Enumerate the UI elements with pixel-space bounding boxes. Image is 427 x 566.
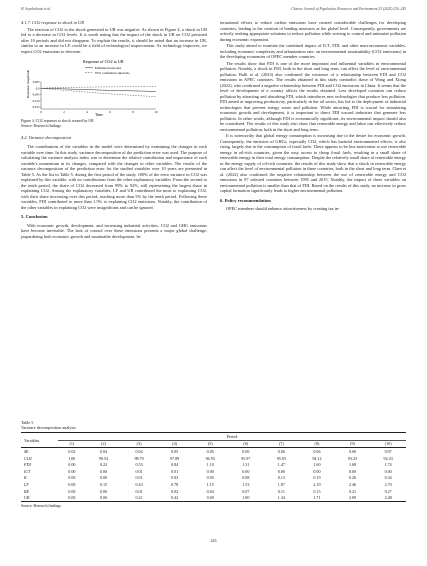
table-5 — [21, 420, 406, 508]
table-header-row-numbers — [21, 440, 406, 448]
period-header-8: (8) — [299, 440, 335, 448]
table-cell: 0.22 — [99, 462, 108, 468]
chart-legend — [85, 66, 130, 75]
row-variable-name: SE — [24, 448, 29, 454]
table-cell: 0.00 — [68, 475, 76, 481]
table-cell: 0.00 — [99, 468, 108, 474]
section-4-1-7-paragraph: The reaction of CO2 to the shock generated in UR was negative. As shown in Figure 4, a shock in UR led to a decrease in CO2 levels. It is worth noting that the impact of the shock in UR on CO2 persisted after 10 periods and did not disappear. To explain the results, it should be noted that an increase in UR, similar to an increase in LF, could be a field of technological improvement. As technology improves, we expect CO2 emissions to decrease. — [21, 26, 207, 54]
table-cell: 0.84 — [171, 462, 179, 468]
table-cell: 93.25 — [347, 455, 358, 461]
table-cell: 0.00 — [206, 468, 214, 474]
table-cell: 1.60 — [313, 462, 321, 468]
row-variable-name: CO2 — [24, 455, 32, 461]
table-cell: 0.11 — [277, 488, 285, 494]
figure-4-caption — [21, 119, 207, 129]
figure-caption-text: Figure 4. CO2 reponses to shock created by UR — [21, 119, 94, 123]
right-paragraph-4: It is noteworthy that global energy consumption is increasing due to the desire for economic growth. Consequently, the emission of GHGs, especially CO2, which has harmful environmental effects, is also rising, largely due to the consumption of fossil fuels. There appears to be less motivation to use renewable energy in oil-rich countries, given the easy access to cheap fossil fuels, resulting in a small share of renewable energy in their total energy consumption. Despite the relatively small share of renewable energy in the energy supply of oil-rich countries, the results of this study show that a shock in renewable energy can affect the level of environmental pollution in these countries, both in the short and long term. Chen et al. (2022) also confirmed the negative relationship between the use of renewable energy and CO2 emissions in 97 selected countries between 1995 and 2015. Notably, the impact of these variables on environmental pollution is smaller than that of FDI. Based on the results of this study, an increase in gross capital formation significantly leads to higher environmental pollution. — [220, 133, 406, 193]
plot-area — [32, 80, 158, 114]
table-source: Source: Research findings. — [21, 503, 62, 508]
table-row — [21, 448, 406, 455]
chart-title: Response of CO2 to UR — [83, 59, 124, 64]
table-cell: 98.79 — [134, 455, 144, 461]
row-variable-name: RE — [24, 488, 30, 494]
table-title: Table 5 — [21, 420, 34, 425]
table-cell: 92.43 — [383, 455, 393, 461]
table-cell: 99.54 — [98, 455, 109, 461]
table-cell: 0.01 — [171, 468, 179, 474]
page-number: 243 — [210, 538, 217, 543]
y-tick-label: 0.0 — [35, 86, 40, 91]
table-cell: 0.00 — [68, 481, 76, 487]
table-cell: 2.46 — [348, 481, 357, 487]
header-authors: H. Sepehrdoust et al. — [21, 7, 52, 11]
table-cell: 0.01 — [135, 475, 143, 481]
period-header-3: (3) — [121, 440, 157, 448]
table-cell: 0.05 — [206, 475, 214, 481]
x-tick-label: 0 — [40, 110, 42, 114]
table-cell: 0.02 — [68, 448, 76, 454]
section-4-1-7-title: 4.1.7. CO2 response to shock in UR — [21, 20, 84, 25]
table-cell: 0.34 — [384, 475, 392, 481]
table-row — [21, 494, 406, 501]
right-paragraph-3: The results show that FDI is one of the more important and influential variables in environmental pollution. Notably, a shock in FDI, both in the short and long term, can affect the level of environmental pollution. Balli et al. (2023) also confirmed the existence of a relationship between FDI and CO2 emissions in APEC countries. The results obtained in this study contradict those of Wang and Xiong (2022), who confirmed a negative relationship between FDI and CO2 emissions in China. It seems that the level of development of a country affects the results obtained. Less developed countries can reduce pollution by attracting and absorbing FDI, which introduces new technologies that produce less pollution. FDI aimed at improving productivity, particularly in the oil sector, has led to the deployment of industrial technologies that prevent energy waste and pollution. While attracting FDI is crucial for stimulating economic growth and development, it is important to direct FDI toward industries that generate less pollution. In other words, although FDI is economically significant, its environmental impact should also be considered. The results of this study also show that renewable energy and labor can effectively reduce environmental pollution, both in the short and long term. — [220, 60, 406, 132]
table-cell: 0.00 — [68, 468, 76, 474]
table-cell: 0.00 — [68, 488, 76, 494]
table-cell: 1.00 — [228, 494, 264, 501]
table-cell: 94.12 — [312, 455, 322, 461]
section-4-2-title: 4.2. Variance decomposition — [21, 134, 71, 140]
x-tick-label: 4 — [86, 110, 88, 114]
irf-chart — [21, 56, 207, 118]
right-paragraph-2: This study aimed to examine the combined impact of ICT, FDI, and other macroeconomic variables, including economic complexity and urbanization rate, on environmental sustainability (CO2 emissions) in the developing economies of OPEC member countries. — [220, 43, 406, 59]
table-cell: 96.93 — [205, 455, 215, 461]
table-cell: 2.70 — [384, 481, 392, 487]
period-header-5: (5) — [192, 440, 228, 448]
table-cell: 0.26 — [348, 475, 357, 481]
header-period: Period — [58, 433, 406, 441]
table-cell: 0.04 — [135, 448, 143, 454]
y-tick-label: -0.005 — [31, 92, 40, 97]
header-variables: Variables — [21, 433, 58, 448]
period-header-7: (7) — [264, 440, 300, 448]
table-cell: 0.27 — [384, 488, 392, 494]
table-cell: 0.00 — [242, 468, 250, 474]
period-header-2: (2) — [86, 440, 122, 448]
table-cell: 2.09 — [335, 494, 371, 501]
table-cell: 0.06 — [313, 448, 321, 454]
table-cell: 0.19 — [313, 475, 321, 481]
table-cell: 0.21 — [121, 494, 157, 501]
table-cell: 0.08 — [242, 475, 250, 481]
header-journal: Chinese Journal of Population, Resources and Environment 23 (2025) 236–245 — [291, 7, 406, 11]
running-header — [21, 7, 406, 15]
table-cell: 0.06 — [242, 448, 250, 454]
table-cell: 0.07 — [242, 488, 250, 494]
y-tick-label: 0.005 — [32, 80, 40, 84]
table-cell: 0.05 — [206, 448, 214, 454]
table-cell: 0.15 — [99, 481, 108, 487]
table-cell: 1.71 — [299, 494, 335, 501]
table-cell: 1.53 — [242, 481, 250, 487]
x-tick-label: 10 — [154, 110, 158, 114]
table-cell: 0.43 — [135, 481, 143, 487]
table-cell: 0.00 — [313, 468, 321, 474]
table-row — [21, 461, 406, 468]
table-cell: 95.97 — [241, 455, 251, 461]
table-cell: 100 — [68, 455, 75, 461]
x-tick-label: 6 — [109, 110, 111, 114]
table-cell: 0.00 — [348, 468, 357, 474]
table-cell: 1.31 — [242, 462, 250, 468]
table-cell: 0.03 — [171, 475, 179, 481]
table-cell: 2.19 — [313, 481, 321, 487]
y-tick-label: -0.015 — [31, 105, 40, 109]
row-variable-name: FDI — [24, 462, 31, 468]
table-cell: 0.21 — [348, 488, 357, 494]
table-cell: 1.87 — [277, 481, 285, 487]
table-cell: 0.78 — [171, 481, 179, 487]
legend-label: 95% confidence intervals — [95, 71, 130, 75]
table-row — [21, 488, 406, 495]
section-4-2-paragraph: The contributions of the variables in the model were determined by examining the changes in each variable over time. In this study, variance decomposition of the prediction error was used. The purpose of calculating the variance analysis index was to determine the relative contribution and importance of each variable's momentum in its changes, compared with the changes in other variables. The results of the variance decomposition of the prediction error for the studied variables over 10 years are presented in Table 5. As the list in Table 5, during the first period of the study, 100% of the error variance in CO2 was explained by this variable, with no contributions from the other explanatory variables. From the second to the tenth period, the share of CO2 decreased from 99% to 92%, still representing the largest share in explaining CO2. Among the explanatory variables, LF and UR contributed the most to explaining CO2, with their share increasing over this period, reaching more than 5% by the tenth period. Following these variables, FDI contributed to more than 1.5% to explaining CO2 emissions. Notably, the contribution of the other variables in explaining CO2 were insignificant and can be ignored. — [21, 144, 207, 210]
table-cell: 0.05 — [171, 448, 179, 454]
table-cell: 0.04 — [206, 488, 214, 494]
table-cell: 0.04 — [99, 448, 108, 454]
table-cell: 1.34 — [264, 494, 300, 501]
table-cell: 0.01 — [135, 488, 143, 494]
row-variable-name: ICT — [24, 468, 31, 474]
table-cell: 0.00 — [384, 468, 392, 474]
period-header-10: (10) — [370, 440, 406, 448]
series-confidence-interval — [41, 86, 156, 88]
table-cell: 0.69 — [192, 494, 228, 501]
table-row — [21, 481, 406, 488]
x-tick-label: 2 — [63, 110, 65, 114]
section-5-title: 5. Conclusion — [21, 214, 48, 220]
x-axis-label: Time — [95, 113, 103, 117]
table-cell: 2.48 — [370, 494, 406, 501]
series-confidence-interval — [41, 88, 156, 96]
row-variable-name: LF — [24, 481, 29, 487]
x-tick-label: 8 — [132, 110, 134, 114]
table-cell: 0.42 — [157, 494, 193, 501]
table-cell: 1.74 — [384, 462, 392, 468]
y-axis-label: Response magnitude — [26, 69, 30, 98]
table-cell: 0.15 — [313, 488, 321, 494]
period-header-1: (1) — [58, 440, 86, 448]
figure-source: Source: Research findings. — [21, 123, 62, 128]
table-cell: 97.89 — [170, 455, 180, 461]
table-cell: 0.53 — [135, 462, 143, 468]
table-row — [21, 468, 406, 475]
table-cell: 0.06 — [86, 494, 122, 501]
section-6-title: 6. Policy recommendation — [220, 197, 271, 203]
table-cell: 1.15 — [206, 481, 214, 487]
table-cell: 0.00 — [277, 468, 285, 474]
right-paragraph-1: ternational efforts to reduce carbon emissions have created considerable challenges for developing countries, leading to the creation of binding measures at the global level. Consequently, governments are actively seeking appropriate solutions to reduce pollution while striving to control and minimize pollution during economic expansion. — [220, 20, 406, 42]
table-subtitle: Variance decomposition analysis — [21, 425, 76, 430]
table-row — [21, 475, 406, 482]
period-header-9: (9) — [335, 440, 371, 448]
table-header-row-period — [21, 433, 406, 441]
table-cell: 0.00 — [68, 462, 76, 468]
row-variable-name: K — [24, 475, 27, 481]
table-cell: 0.07 — [384, 448, 392, 454]
table-cell: 0.01 — [135, 468, 143, 474]
table-cell: 0.00 — [99, 488, 108, 494]
table-cell: 1.10 — [206, 462, 214, 468]
period-header-6: (6) — [228, 440, 264, 448]
y-tick-label: -0.010 — [31, 98, 40, 103]
section-6-paragraph: OPEC members should enhance attractiveness by creating tax in- — [226, 206, 340, 211]
legend-label: Estimated response — [95, 66, 122, 70]
variance-decomposition-table — [21, 432, 406, 502]
table-cell: 0.06 — [348, 448, 357, 454]
row-variable-name: UR — [21, 494, 58, 501]
table-row — [21, 455, 406, 462]
figure-4 — [21, 56, 207, 118]
table-title-block — [21, 420, 406, 430]
table-cell: 0.06 — [277, 448, 285, 454]
table-cell: 1.68 — [348, 462, 357, 468]
period-header-4: (4) — [157, 440, 193, 448]
table-cell: 0.00 — [58, 494, 86, 501]
table-cell: 1.47 — [277, 462, 285, 468]
table-body — [21, 448, 406, 502]
table-cell: 95.03 — [276, 455, 286, 461]
table-cell: 0.00 — [99, 475, 108, 481]
left-column — [21, 20, 207, 240]
section-5-paragraph: With economic growth, development, and increasing industrial activities, CO2 and GHG emissions have become inevitable. The lack of control over these emissions presents a major global challenge, jeopardizing both economic growth and sustainable development. In- — [21, 222, 207, 239]
table-cell: 0.13 — [277, 475, 285, 481]
right-column — [220, 20, 406, 213]
table-cell: 0.02 — [171, 488, 179, 494]
